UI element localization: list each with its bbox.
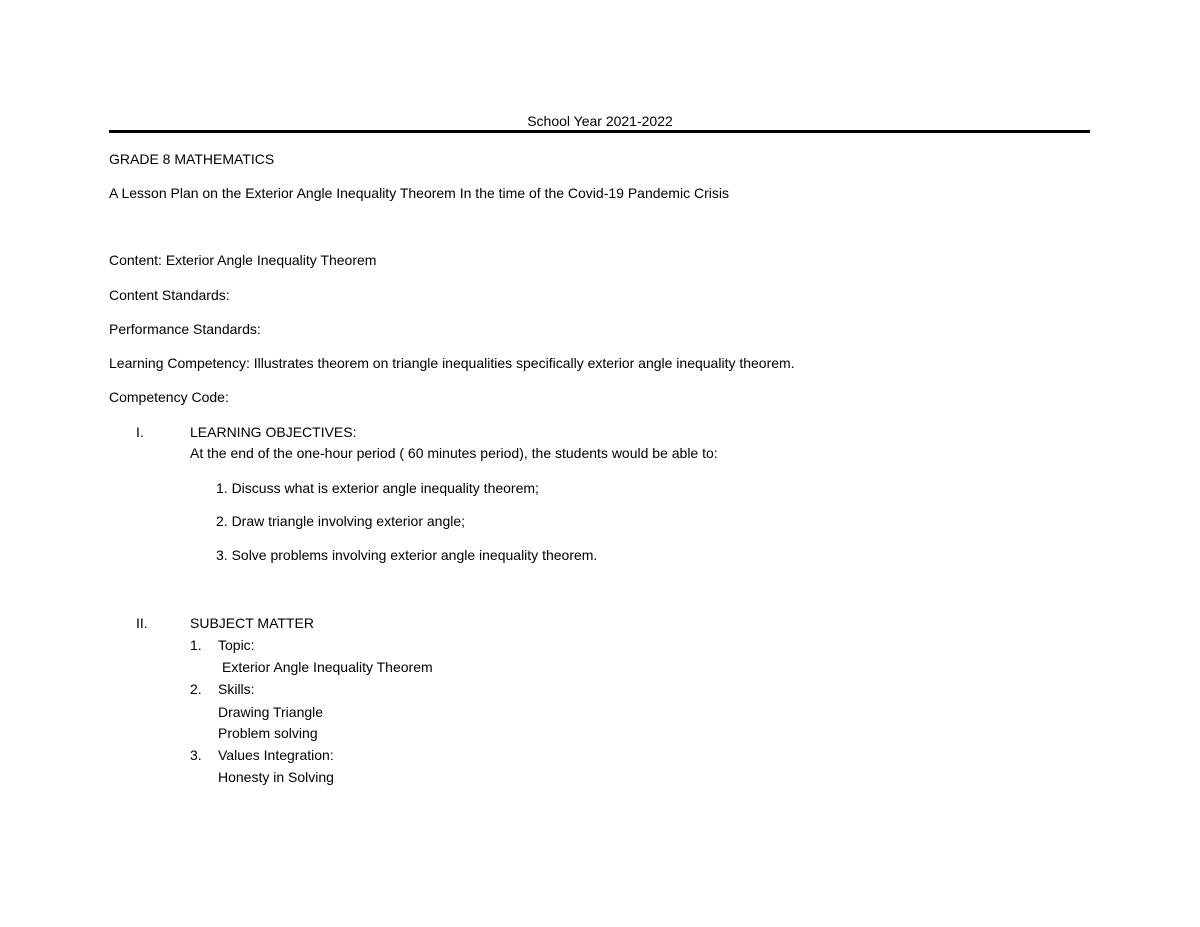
competency-code-line: Competency Code: (109, 389, 229, 405)
subject-item-detail: Drawing Triangle (218, 704, 324, 720)
objective-item: 2. Draw triangle involving exterior angle; (216, 513, 466, 529)
subject-item-detail: Honesty in Solving (218, 769, 334, 785)
content-standards-line: Content Standards: (109, 287, 230, 303)
section-2-numeral: II. (136, 615, 148, 631)
school-year-header: School Year 2021-2022 (527, 113, 673, 129)
learning-competency-line: Learning Competency: Illustrates theorem on triangle inequalities specifically exterior angle inequality theorem. (109, 355, 795, 371)
section-1-numeral: I. (136, 424, 144, 440)
header-rule (109, 130, 1090, 133)
objective-item: 3. Solve problems involving exterior angle inequality theorem. (216, 547, 598, 563)
grade-title: GRADE 8 MATHEMATICS (109, 151, 275, 167)
objective-item: 1. Discuss what is exterior angle inequality theorem; (216, 480, 539, 496)
section-2-heading: SUBJECT MATTER (190, 615, 314, 631)
subject-item-label: Topic: (218, 637, 255, 653)
subject-item-number: 2. (190, 681, 202, 697)
section-1-intro: At the end of the one-hour period ( 60 minutes period), the students would be able to: (190, 445, 718, 461)
section-1-heading: LEARNING OBJECTIVES: (190, 424, 357, 440)
lesson-title: A Lesson Plan on the Exterior Angle Inequality Theorem In the time of the Covid-19 Pandemic Crisis (109, 185, 729, 201)
subject-item-detail: Problem solving (218, 725, 318, 741)
subject-item-label: Values Integration: (218, 747, 334, 763)
performance-standards-line: Performance Standards: (109, 321, 261, 337)
content-line: Content: Exterior Angle Inequality Theorem (109, 252, 377, 268)
subject-item-number: 1. (190, 637, 202, 653)
subject-item-label: Skills: (218, 681, 255, 697)
subject-item-detail: Exterior Angle Inequality Theorem (222, 659, 433, 675)
subject-item-number: 3. (190, 747, 202, 763)
